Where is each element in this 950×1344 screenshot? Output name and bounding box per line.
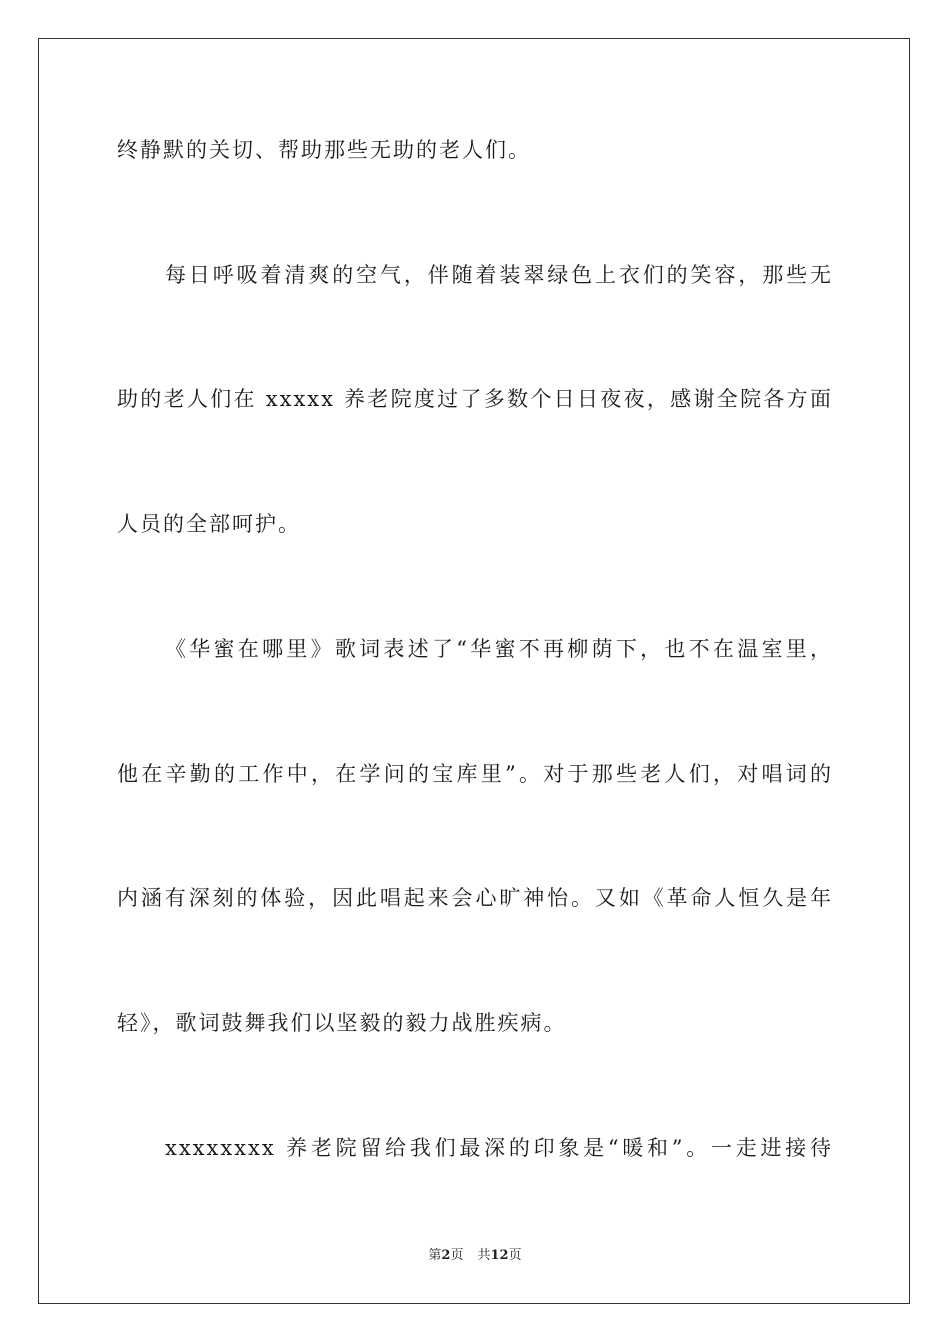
page-number: 2 <box>441 1248 451 1263</box>
page-prefix: 第 <box>428 1248 442 1263</box>
page-suffix: 页 <box>450 1248 464 1263</box>
text-line: 他在辛勤的工作中，在学问的宝库里”。对于那些老人们，对唱词的 <box>117 762 833 786</box>
text-line: 轻》，歌词鼓舞我们以坚毅的毅力战胜疾病。 <box>117 1011 567 1035</box>
text-line: 终静默的关切、帮助那些无助的老人们。 <box>117 138 531 162</box>
total-suffix: 页 <box>508 1248 522 1263</box>
total-prefix: 共 <box>477 1248 491 1263</box>
text-line: 内涵有深刻的体验，因此唱起来会心旷神怡。又如《革命人恒久是年 <box>117 886 833 910</box>
total-pages: 12 <box>490 1248 509 1263</box>
page-border <box>38 38 910 1304</box>
text-line: 助的老人们在 xxxxx 养老院度过了多数个日日夜夜，感谢全院各方面 <box>117 387 833 411</box>
paragraph-start-line: xxxxxxxx 养老院留给我们最深的印象是“暖和”。一走进接待 <box>165 1136 833 1160</box>
page-footer <box>0 1247 950 1265</box>
paragraph-start-line: 每日呼吸着清爽的空气，伴随着装翠绿色上衣们的笑容，那些无 <box>165 263 833 287</box>
paragraph-start-line: 《华蜜在哪里》歌词表述了“华蜜不再柳荫下，也不在温室里， <box>165 637 833 661</box>
text-line: 人员的全部呵护。 <box>117 512 301 536</box>
